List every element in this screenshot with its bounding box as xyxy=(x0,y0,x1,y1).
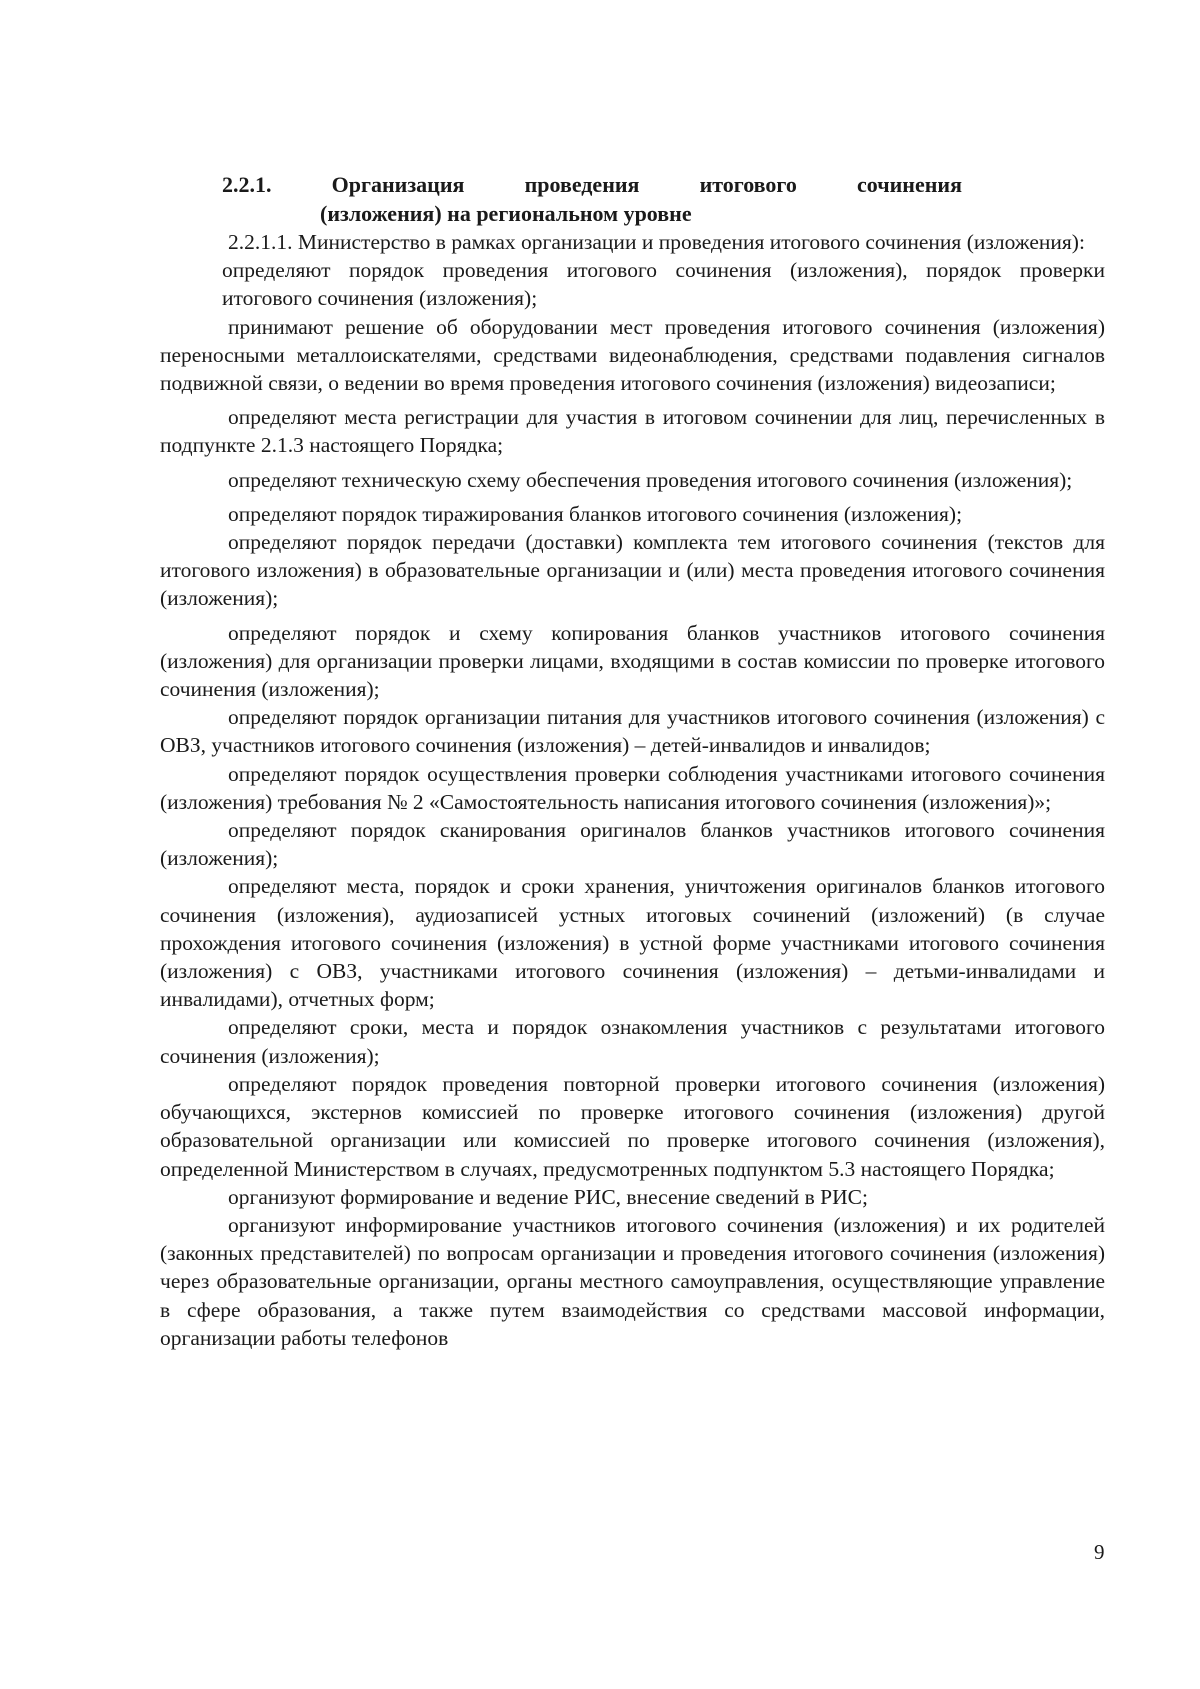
paragraph: принимают решение об оборудовании мест проведения итогового сочинения (изложения) переносными металлоискателями, средствами видеонаблюдения, средствами подавления сигналов подвижной связи, о ведении во время проведения итогового сочинения (изложения) видеозаписи; xyxy=(160,314,1105,396)
heading-word: проведения xyxy=(524,172,640,197)
paragraph: определяют сроки, места и порядок ознакомления участников с результатами итогового сочинения (изложения); xyxy=(160,1015,1105,1068)
paragraph: определяют порядок проведения итогового сочинения (изложения), порядок проверки итогового сочинения (изложения); xyxy=(222,258,1105,311)
paragraph: определяют порядок и схему копирования бланков участников итогового сочинения (изложения) для организации проверки лицами, входящими в состав комиссии по проверке итогового сочинения (изложения); xyxy=(160,620,1105,702)
paragraph-2-2-1-1: 2.2.1.1. Министерство в рамках организации и проведения итогового сочинения (изложения): xyxy=(228,230,1085,254)
section-heading xyxy=(222,170,962,228)
paragraph: определяют техническую схему обеспечения проведения итогового сочинения (изложения); xyxy=(228,467,1073,492)
page-number: 9 xyxy=(1094,1540,1105,1564)
paragraph: определяют порядок организации питания для участников итогового сочинения (изложения) с ОВЗ, участников итогового сочинения (изложения) – детей-инвалидов и инвалидов; xyxy=(160,705,1105,758)
heading-word: итогового xyxy=(699,172,797,197)
paragraph: определяют порядок сканирования оригиналов бланков участников итогового сочинения (изложения); xyxy=(160,818,1105,871)
paragraph: определяют порядок передачи (доставки) комплекта тем итогового сочинения (текстов для итогового изложения) в образовательные организации и (или) места проведения итогового сочинения (изложения); xyxy=(160,530,1105,611)
body-text xyxy=(160,228,1105,1352)
paragraph: организуют информирование участников итогового сочинения (изложения) и их родителей (законных представителей) по вопросам организации и проведения итогового сочинения (изложения) через образовательные организации, органы местного самоуправления, осуществляющие управление в сфере образования, а также путем взаимодействия со средствами массовой информации, организации работы телефонов xyxy=(160,1212,1105,1350)
section-heading-line-2: (изложения) на региональном уровне xyxy=(320,201,692,226)
paragraph: организуют формирование и ведение РИС, внесение сведений в РИС; xyxy=(228,1184,868,1209)
paragraph: определяют места регистрации для участия в итоговом сочинении для лиц, перечисленных в подпункте 2.1.3 настоящего Порядка; xyxy=(160,405,1105,458)
paragraph: определяют порядок проведения повторной проверки итогового сочинения (изложения) обучающихся, экстернов комиссией по проверке итогового сочинения (изложения) другой образовательной организации или комиссией по проверке итогового сочинения (изложения), определенной Министерством в случаях, предусмотренных подпунктом 5.3 настоящего Порядка; xyxy=(160,1071,1105,1181)
heading-word: Организация xyxy=(331,172,465,197)
paragraph: определяют места, порядок и сроки хранения, уничтожения оригиналов бланков итогового сочинения (изложения), аудиозаписей устных итоговых сочинений (изложений) (в случае прохождения итогового сочинения (изложения) в устной форме участниками итогового сочинения (изложения) с ОВЗ, участниками итогового сочинения (изложения) – детьми-инвалидами и инвалидами), отчетных форм; xyxy=(160,874,1105,1012)
section-number: 2.2.1. xyxy=(222,172,272,197)
heading-word: сочинения xyxy=(857,172,962,197)
section-heading-line-1 xyxy=(222,170,962,199)
paragraph: определяют порядок тиражирования бланков итогового сочинения (изложения); xyxy=(228,501,963,526)
paragraph: определяют порядок осуществления проверки соблюдения участниками итогового сочинения (изложения) требования № 2 «Самостоятельность написания итогового сочинения (изложения)»; xyxy=(160,761,1105,814)
